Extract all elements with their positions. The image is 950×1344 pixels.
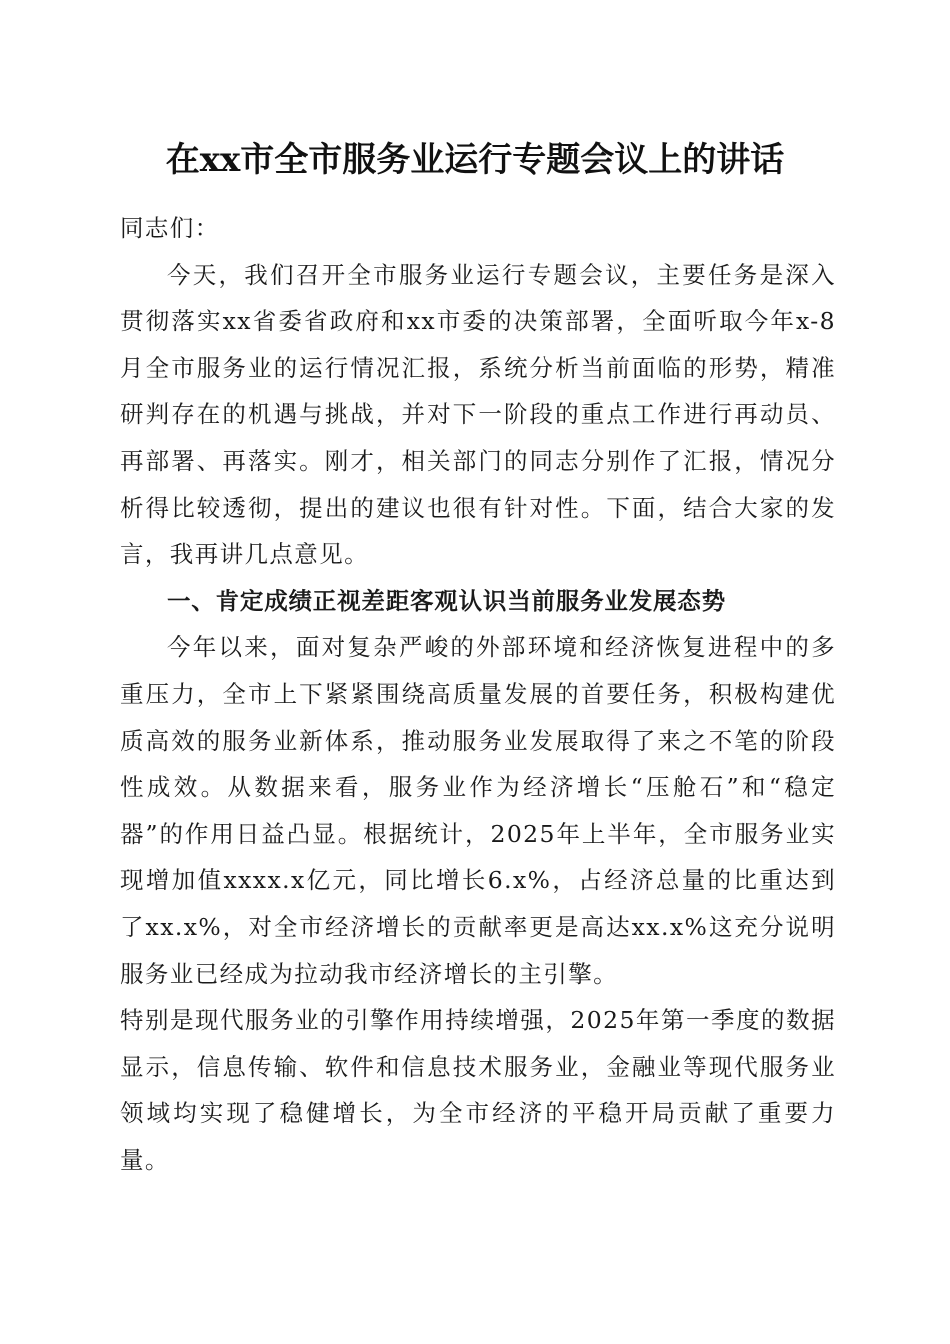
document-body bbox=[120, 205, 836, 1183]
paragraph-achievements: 今年以来，面对复杂严峻的外部环境和经济恢复进程中的多重压力，全市上下紧紧围绕高质量发展的首要任务，积极构建优质高效的服务业新体系，推动服务业发展取得了来之不笔的阶段性成效。从数据来看，服务业作为经济增长“压舱石”和“稳定器”的作用日益凸显。根据统计，2025年上半年，全市服务业实现增加值xxxx.x亿元，同比增长6.x%，占经济总量的比重达到了xx.x%，对全市经济增长的贡献率更是高达xx.x%这充分说明服务业已经成为拉动我市经济增长的主引擎。 bbox=[120, 633, 836, 988]
section-heading-1: 一、肯定成绩正视差距客观认识当前服务业发展态势 bbox=[167, 586, 726, 615]
paragraph-modern-services: 特别是现代服务业的引擎作用持续增强，2025年第一季度的数据显示，信息传输、软件和信息技术服务业，金融业等现代服务业领域均实现了稳健增长，为全市经济的平稳开局贡献了重要力量。 bbox=[120, 1006, 836, 1174]
paragraph-intro: 今天，我们召开全市服务业运行专题会议，主要任务是深入贯彻落实xx省委省政府和xx市委的决策部署，全面听取今年x-8月全市服务业的运行情况汇报，系统分析当前面临的形势，精准研判存在的机遇与挑战，并对下一阶段的重点工作进行再动员、再部署、再落实。刚才，相关部门的同志分别作了汇报，情况分析得比较透彻，提出的建议也很有针对性。下面，结合大家的发言，我再讲几点意见。 bbox=[120, 260, 836, 569]
document-title: 在xx市全市服务业运行专题会议上的讲话 bbox=[165, 140, 785, 180]
salutation: 同志们： bbox=[120, 214, 220, 242]
